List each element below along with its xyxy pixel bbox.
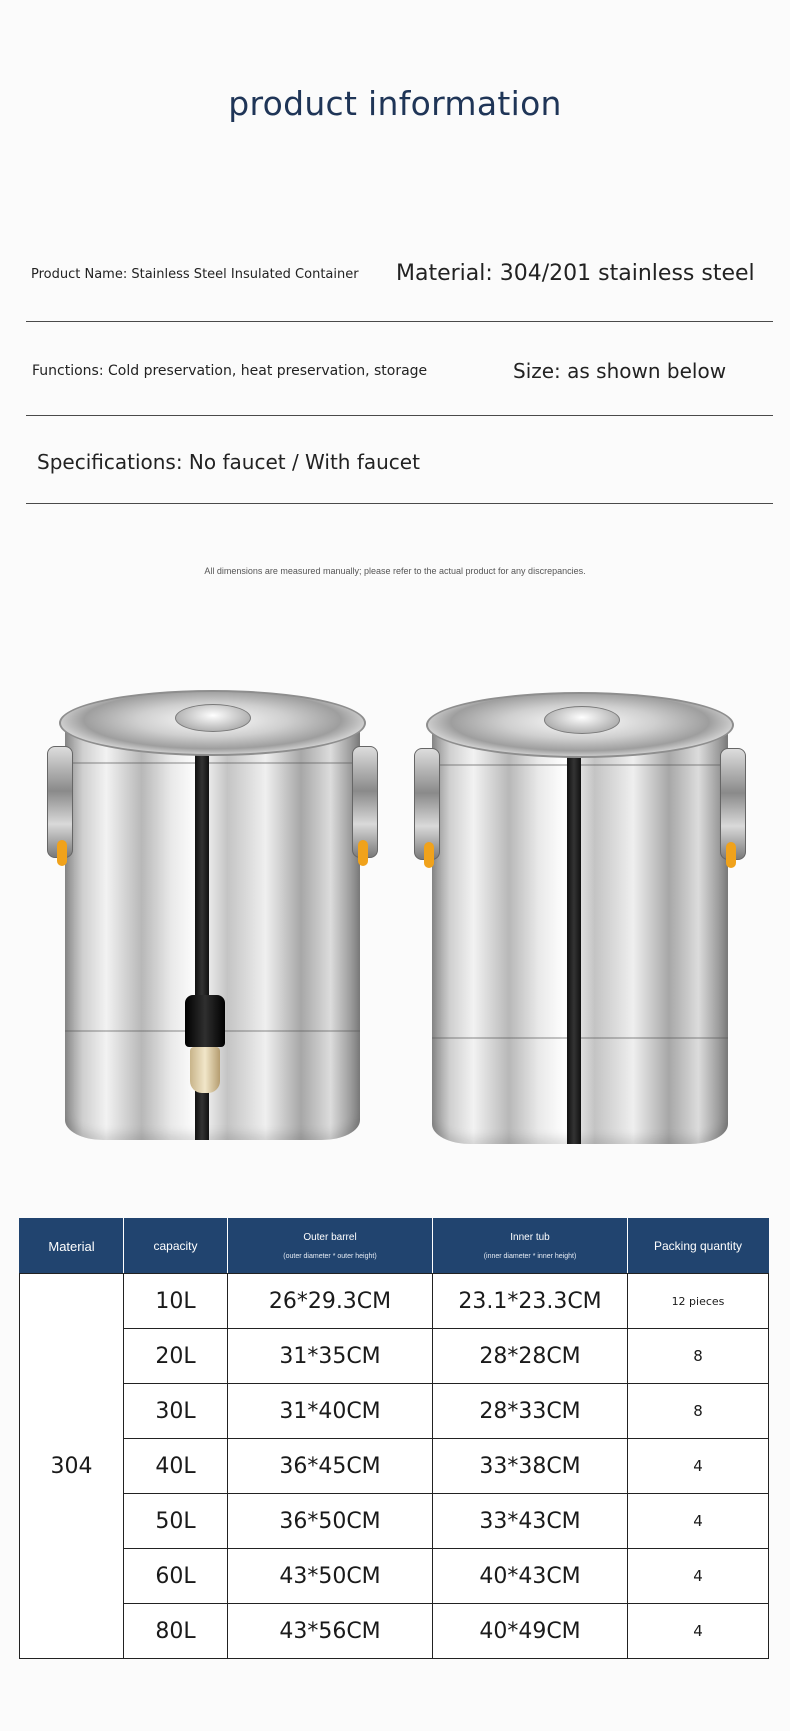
packing-cell: 4 [628,1604,769,1659]
header-material: Material [20,1219,124,1274]
capacity-cell: 60L [124,1549,228,1604]
header-capacity: capacity [124,1219,228,1274]
inner-cell: 33*38CM [433,1439,628,1494]
product-name: Product Name: Stainless Steel Insulated Container [31,267,359,282]
inner-cell: 40*49CM [433,1604,628,1659]
table-row [20,1604,769,1659]
capacity-cell: 50L [124,1494,228,1549]
inner-cell: 28*28CM [433,1329,628,1384]
outer-cell: 31*40CM [228,1384,433,1439]
size-spec-table [19,1218,769,1659]
table-row [20,1329,769,1384]
faucet-icon [185,995,225,1047]
capacity-cell: 80L [124,1604,228,1659]
packing-cell: 4 [628,1494,769,1549]
measurement-note: All dimensions are measured manually; please refer to the actual product for any discrepancies. [204,566,586,576]
product-image-no-faucet [432,692,728,1144]
inner-cell: 23.1*23.3CM [433,1274,628,1329]
divider [26,415,773,416]
outer-cell: 26*29.3CM [228,1274,433,1329]
packing-cell: 4 [628,1549,769,1604]
divider [26,321,773,322]
capacity-cell: 10L [124,1274,228,1329]
faucet-spout [190,1047,220,1093]
table-header-row [20,1219,769,1274]
lid-knob [544,706,620,734]
size-info: Size: as shown below [513,359,727,383]
packing-cell: 4 [628,1439,769,1494]
packing-cell: 8 [628,1384,769,1439]
header-outer-sub: (outer diameter * outer height) [283,1253,377,1260]
functions-info: Functions: Cold preservation, heat preservation, storage [32,363,428,379]
capacity-cell: 20L [124,1329,228,1384]
capacity-cell: 40L [124,1439,228,1494]
packing-cell: 8 [628,1329,769,1384]
inner-cell: 33*43CM [433,1494,628,1549]
capacity-cell: 30L [124,1384,228,1439]
product-image-with-faucet [65,690,360,1140]
barrel-stripe [567,737,581,1144]
table-row [20,1494,769,1549]
table-row [20,1439,769,1494]
inner-cell: 28*33CM [433,1384,628,1439]
packing-cell: 12 pieces [628,1274,769,1329]
material-info: Material: 304/201 stainless steel [396,261,755,286]
divider [26,503,773,504]
lid-knob [175,704,251,732]
header-inner-label: Inner tub [510,1232,550,1243]
header-inner-sub: (inner diameter * inner height) [483,1253,577,1260]
outer-cell: 43*56CM [228,1604,433,1659]
outer-cell: 36*45CM [228,1439,433,1494]
outer-cell: 36*50CM [228,1494,433,1549]
table-row [20,1384,769,1439]
outer-cell: 31*35CM [228,1329,433,1384]
material-cell: 304 [20,1274,124,1659]
specifications-info: Specifications: No faucet / With faucet [37,450,420,474]
header-outer-label: Outer barrel [303,1232,357,1243]
table-row [20,1549,769,1604]
table-row [20,1274,769,1329]
header-outer-barrel [228,1219,433,1274]
outer-cell: 43*50CM [228,1549,433,1604]
header-packing: Packing quantity [628,1219,769,1274]
header-inner-tub [433,1219,628,1274]
inner-cell: 40*43CM [433,1549,628,1604]
page-title: product information [228,84,562,123]
